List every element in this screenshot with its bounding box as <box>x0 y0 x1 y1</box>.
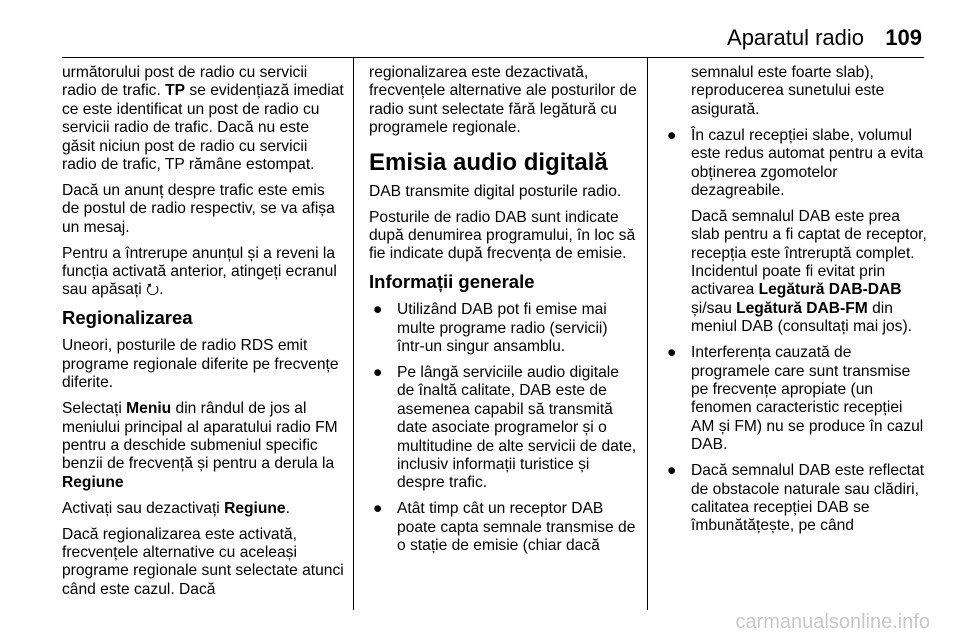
page-number: 109 <box>885 25 922 50</box>
paragraph: Dacă un anunț despre trafic este emis de postul de radio respectiv, se va afișa un mesaj. <box>62 181 335 236</box>
bullet-item: ● Dacă semnalul DAB este reflectat de obstacole naturale sau clădiri, calitatea recepției DAB se îmbunătățește, pe când <box>663 462 928 536</box>
column-3 <box>663 64 928 543</box>
bullet-icon: ● <box>373 363 383 381</box>
paragraph: DAB transmite digital posturile radio. <box>369 182 622 200</box>
subsection-heading-informatii-generale: Informații generale <box>369 271 535 293</box>
watermark: carmanualsonline.info <box>735 611 930 633</box>
bullet-item: ● Pe lângă serviciile audio digitale de înaltă calitate, DAB este de asemenea capabil să transmită date asociate programelor și o multitudine de alte servicii de date, inclusiv informații turistice și despre trafic. <box>369 364 639 493</box>
column-1 <box>62 64 346 607</box>
section-heading-emisia-audio-digitala: Emisia audio digitală <box>369 148 608 176</box>
paragraph: Selectați Meniu din rândul de jos al meniului principal al aparatului radio FM pentru a deschide submeniul specific benzii de frecvență și pentru a derula la Regiune <box>62 400 338 491</box>
bullet-icon: ● <box>373 301 383 319</box>
bullet-item: ● Utilizând DAB pot fi emise mai multe programe radio (servicii) într-un singur ansamblu. <box>369 301 639 356</box>
paragraph: Dacă regionalizarea este activată, frecvențele alternative cu aceleași programe regionale sunt selectate atunci când este cazul. Dacă <box>62 525 344 598</box>
column-divider-left <box>353 57 354 610</box>
header-rule <box>62 57 924 58</box>
paragraph: Activați sau dezactivați Regiune. <box>62 499 290 517</box>
paragraph: Pentru a întrerupe anunțul și a reveni la funcția activată anterior, atingeți ecranul sau apăsați ⭮. <box>62 244 337 299</box>
paragraph: Uneori, posturile de radio RDS emit programe regionale diferite pe frecvențe diferite. <box>62 337 339 392</box>
page-header-title: Aparatul radio <box>727 25 864 50</box>
bullet-icon: ● <box>667 344 677 362</box>
paragraph: regionalizarea este dezactivată, frecvențele alternative ale posturilor de radio sunt selectate fără legătură cu programele regionale. <box>369 64 637 137</box>
bullet-continuation: semnalul este foarte slab), reproducerea sunetului este asigurată. <box>691 64 885 118</box>
column-2 <box>369 64 639 563</box>
bullet-item: ● Atât timp cât un receptor DAB poate capta semnale transmise de o stație de emisie (chiar dacă <box>369 500 639 555</box>
paragraph: următorului post de radio cu servicii radio de trafic. TP se evidențiază imediat ce este identificat un post de radio cu servicii radio de trafic. Dacă nu este găsit niciun post de radio cu servicii radio de trafic, TP rămâne estompat. <box>62 64 344 174</box>
bullet-continuation: Dacă semnalul DAB este prea slab pentru a fi captat de receptor, recepția este întreruptă complet. Incidentul poate fi evitat prin activarea Legătură DAB-DAB și/sau Legătură DAB-FM din meniul DAB (consultați mai jos). <box>691 207 927 336</box>
column-divider-right <box>647 57 648 610</box>
bullet-icon: ● <box>667 126 677 144</box>
bullet-icon: ● <box>373 500 383 518</box>
section-heading-regionalizarea: Regionalizarea <box>62 307 193 329</box>
bullet-icon: ● <box>667 462 677 480</box>
bullet-item: ● În cazul recepției slabe, volumul este redus automat pentru a evita obținerea zgomotelor dezagreabile. <box>663 127 928 201</box>
bullet-item: ● Interferența cauzată de programele care sunt transmise pe frecvențe apropiate (un fenomen caracteristic recepției AM și FM) nu se produce în cazul DAB. <box>663 344 928 454</box>
paragraph: Posturile de radio DAB sunt indicate după denumirea programului, în loc să fie indicate după frecvența de emisie. <box>369 208 636 263</box>
